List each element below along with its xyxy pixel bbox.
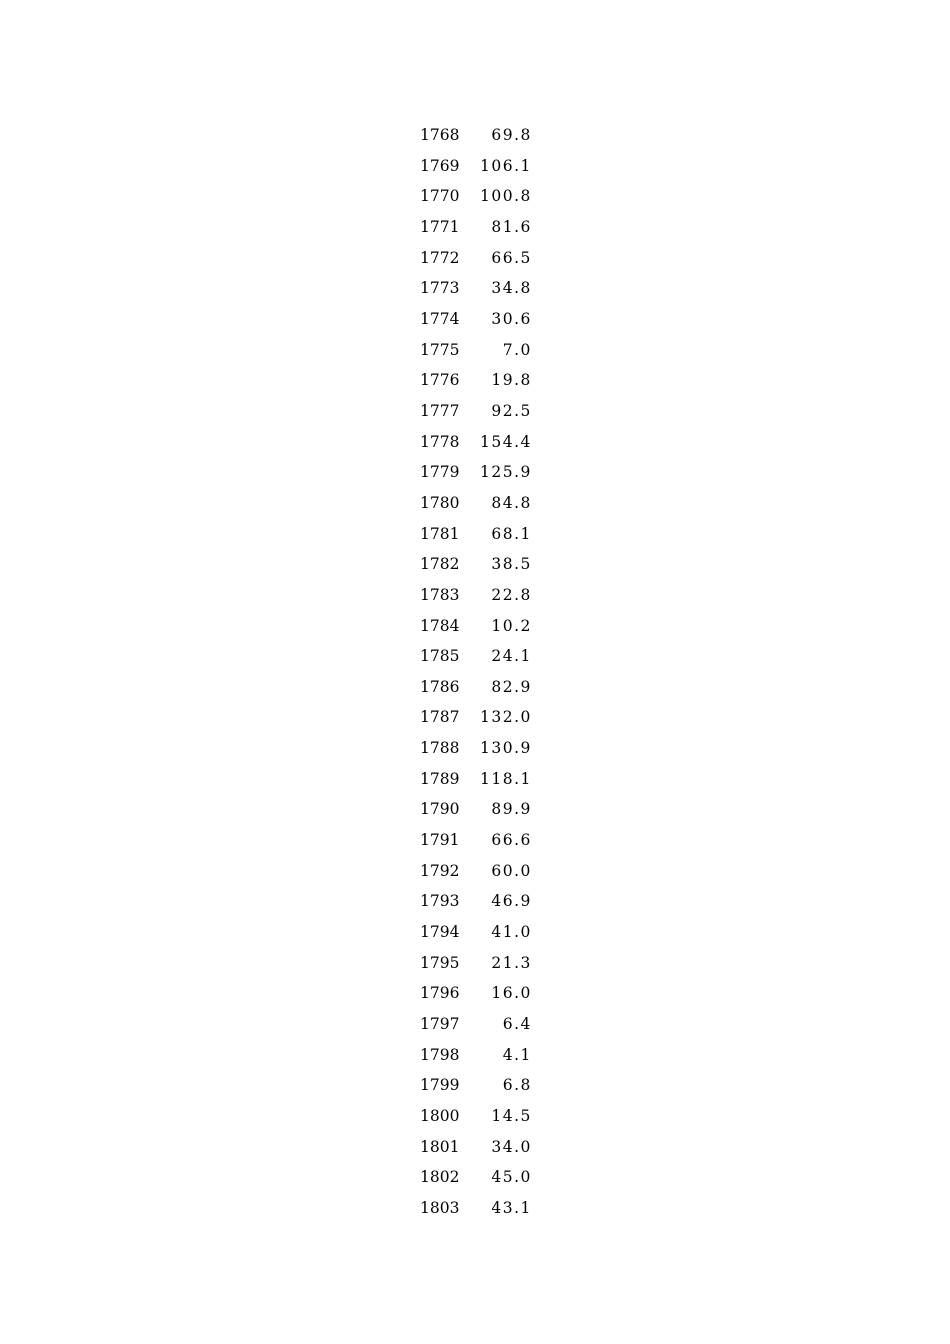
value-cell: 16.0 [491, 984, 532, 1003]
year-cell: 1788 [420, 739, 460, 758]
value-cell: 81.6 [491, 217, 532, 236]
table-row [405, 427, 532, 458]
value-cell: 66.6 [491, 831, 532, 850]
value-cell: 68.1 [491, 524, 532, 543]
year-cell: 1789 [420, 769, 460, 788]
value-cell: 118.1 [480, 769, 532, 788]
table-row [405, 243, 532, 274]
table-row [405, 396, 532, 427]
value-cell: 82.9 [491, 677, 532, 696]
value-cell: 92.5 [491, 401, 532, 420]
value-cell: 34.0 [491, 1137, 532, 1156]
table-row [405, 120, 532, 151]
year-cell: 1769 [420, 156, 460, 175]
table-row [405, 1101, 532, 1132]
table-row [405, 917, 532, 948]
value-cell: 14.5 [491, 1107, 532, 1125]
value-cell: 19.8 [491, 371, 532, 390]
year-cell: 1786 [420, 677, 460, 696]
table-row [405, 794, 532, 825]
year-cell: 1783 [420, 585, 460, 604]
year-cell: 1772 [420, 248, 460, 267]
value-cell: 89.9 [491, 800, 532, 819]
value-cell: 69.8 [491, 126, 532, 144]
value-cell: 43.1 [491, 1198, 532, 1217]
year-cell: 1802 [420, 1168, 460, 1187]
value-cell: 34.8 [491, 279, 532, 298]
year-cell: 1800 [420, 1107, 460, 1125]
value-cell: 66.5 [491, 248, 532, 267]
year-cell: 1768 [420, 126, 460, 144]
year-cell: 1798 [420, 1045, 460, 1064]
year-cell: 1775 [420, 340, 460, 359]
value-cell: 7.0 [502, 340, 532, 359]
value-cell: 22.8 [491, 585, 532, 604]
value-cell: 60.0 [491, 861, 532, 880]
table-row [405, 886, 532, 917]
table-row [405, 1132, 532, 1163]
table-row [405, 304, 532, 335]
value-cell: 24.1 [491, 647, 532, 666]
data-table [405, 120, 532, 1224]
table-row [405, 948, 532, 979]
year-cell: 1803 [420, 1198, 460, 1217]
year-cell: 1776 [420, 371, 460, 390]
table-row [405, 1009, 532, 1040]
table-row [405, 641, 532, 672]
value-cell: 132.0 [480, 708, 532, 727]
value-cell: 4.1 [502, 1045, 532, 1064]
year-cell: 1801 [420, 1137, 460, 1156]
value-cell: 41.0 [491, 923, 532, 942]
table-row [405, 702, 532, 733]
table-row [405, 856, 532, 887]
year-cell: 1782 [420, 555, 460, 574]
value-cell: 100.8 [480, 187, 532, 206]
table-row [405, 212, 532, 243]
table-row [405, 1070, 532, 1101]
table-row [405, 1193, 532, 1224]
table-row [405, 488, 532, 519]
value-cell: 130.9 [480, 739, 532, 758]
year-cell: 1779 [420, 463, 460, 482]
year-cell: 1792 [420, 861, 460, 880]
table-row [405, 672, 532, 703]
year-cell: 1770 [420, 187, 460, 206]
value-cell: 6.4 [502, 1015, 532, 1034]
year-cell: 1774 [420, 309, 460, 328]
table-row [405, 764, 532, 795]
value-cell: 106.1 [480, 156, 532, 175]
table-row [405, 335, 532, 366]
table-row [405, 733, 532, 764]
table-row [405, 1162, 532, 1193]
year-cell: 1796 [420, 984, 460, 1003]
year-cell: 1791 [420, 831, 460, 850]
year-cell: 1771 [420, 217, 460, 236]
value-cell: 154.4 [480, 432, 532, 451]
value-cell: 125.9 [480, 463, 532, 482]
table-row [405, 519, 532, 550]
year-cell: 1785 [420, 647, 460, 666]
table-row [405, 825, 532, 856]
value-cell: 30.6 [491, 309, 532, 328]
table-row [405, 273, 532, 304]
table-row [405, 611, 532, 642]
year-cell: 1794 [420, 923, 460, 942]
year-cell: 1787 [420, 708, 460, 727]
table-row [405, 365, 532, 396]
value-cell: 6.8 [502, 1076, 532, 1095]
year-cell: 1795 [420, 953, 460, 972]
value-cell: 38.5 [491, 555, 532, 574]
year-cell: 1777 [420, 401, 460, 420]
year-cell: 1790 [420, 800, 460, 819]
table-row [405, 181, 532, 212]
value-cell: 46.9 [491, 892, 532, 911]
table-row [405, 151, 532, 182]
year-cell: 1793 [420, 892, 460, 911]
year-cell: 1778 [420, 432, 460, 451]
table-row [405, 549, 532, 580]
value-cell: 84.8 [491, 493, 532, 512]
year-cell: 1799 [420, 1076, 460, 1095]
value-cell: 10.2 [491, 616, 532, 635]
table-row [405, 457, 532, 488]
table-row [405, 978, 532, 1009]
value-cell: 21.3 [491, 953, 532, 972]
year-cell: 1797 [420, 1015, 460, 1034]
year-cell: 1773 [420, 279, 460, 298]
year-cell: 1780 [420, 493, 460, 512]
table-body [405, 120, 532, 1224]
value-cell: 45.0 [491, 1168, 532, 1187]
year-cell: 1784 [420, 616, 460, 635]
table-row [405, 580, 532, 611]
table-row [405, 1040, 532, 1071]
year-cell: 1781 [420, 524, 460, 543]
